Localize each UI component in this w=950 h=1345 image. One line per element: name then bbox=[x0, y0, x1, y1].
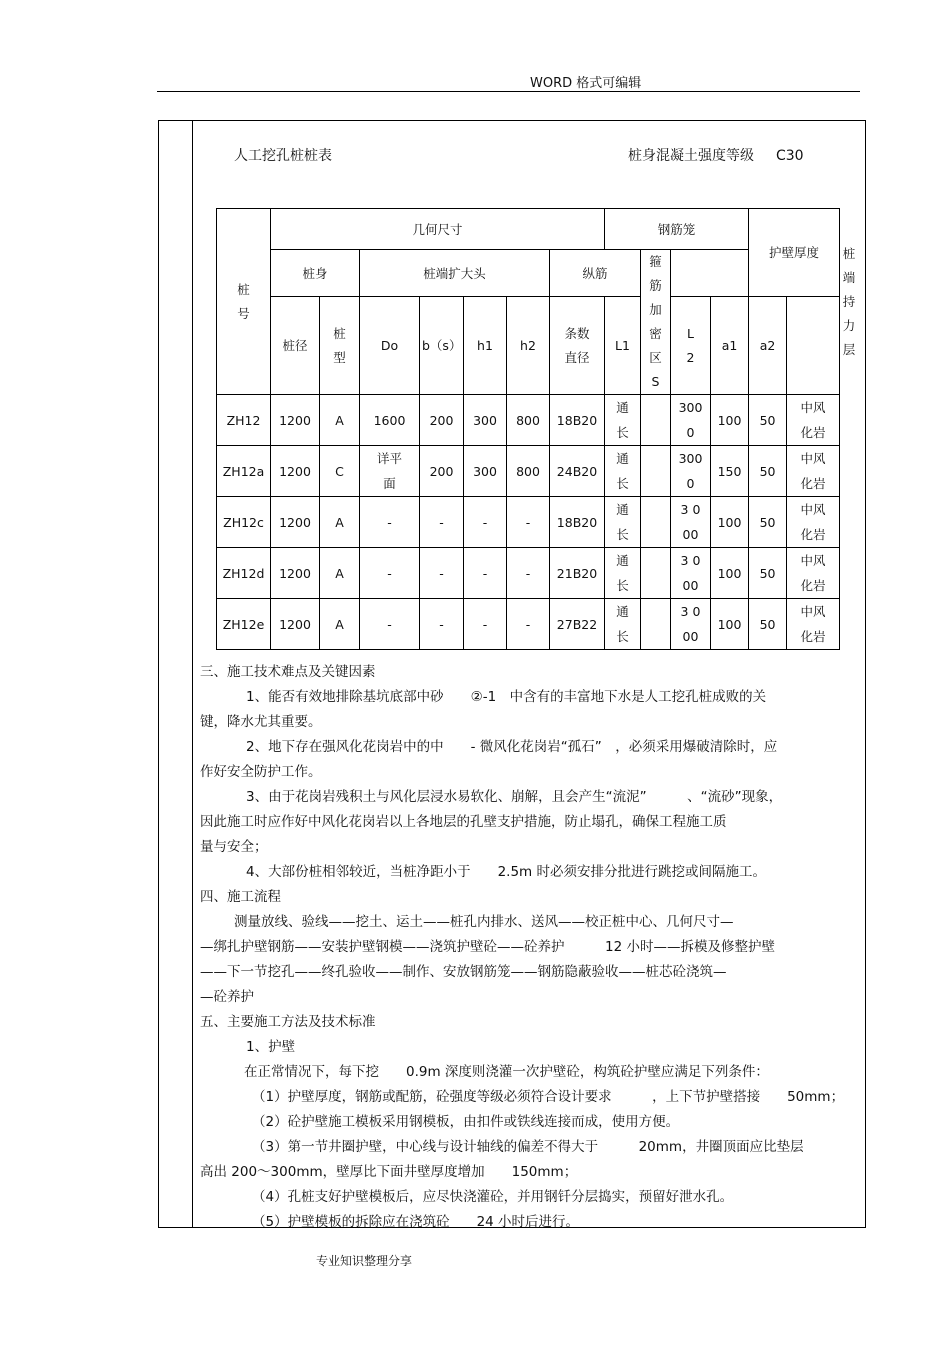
pile-table: 桩号 几何尺寸 钢筋笼 护壁厚度 桩端持力层 桩身 桩端扩大头 纵筋 箍筋加密区S 桩径 桩型 Do b（s） h1 h2 条数直径 L1 L2 a1 a2 ZH12 1200 A 1600 200 300 800 18B20 通长 3000 100 50 中风化岩 ZH12a 1200 C 详平面 200 300 800 24B20 通长 3000 150 50 中风化岩 ZH12c 1200 A - - - - 18B20 通长 3 0 00 100 50 中风化岩 ZH12d 1200 A - - - - 21B20 通长 3 0 00 100 50 中风化岩 ZH12e 1200 A - - - - 27B22 通长 3 0 00 100 50 中风化岩 bbox=[216, 208, 840, 650]
page-header: WORD 格式可编辑 bbox=[530, 76, 642, 91]
paragraph: 4、大部份桩相邻较近，当桩净距小于 2.5m 时必须安排分批进行跳挖或间隔施工。 bbox=[246, 864, 766, 880]
a1-header: a1 bbox=[711, 297, 749, 395]
a2-header: a2 bbox=[749, 297, 787, 395]
construction-notes bbox=[200, 660, 856, 1235]
concrete-grade-label bbox=[628, 145, 804, 165]
h2-header: h2 bbox=[507, 297, 550, 395]
h1-header: h1 bbox=[464, 297, 507, 395]
pile-type-header: 桩型 bbox=[320, 297, 360, 395]
table-row: ZH12d 1200 A - - - - 21B20 通长 3 0 00 100 50 中风化岩 bbox=[217, 548, 840, 599]
page-footer: 专业知识整理分享 bbox=[316, 1254, 413, 1268]
paragraph: （2）砼护壁施工模板采用钢模板，由扣件或铁线连接而成，使用方便。 bbox=[252, 1114, 680, 1130]
paragraph: —绑扎护壁钢筋——安装护壁钢模——浇筑护壁砼——砼养护 12 小时——拆模及修整护壁 bbox=[200, 939, 775, 955]
frame-divider bbox=[192, 120, 193, 1228]
paragraph: 3、由于花岗岩残积土与风化层浸水易软化、崩解，且会产生“流泥” 、“流砂”现象， bbox=[246, 789, 783, 805]
paragraph: （3）第一节井圈护壁，中心线与设计轴线的偏差不得大于 20mm，井圈顶面应比垫层 bbox=[252, 1139, 804, 1155]
paragraph: 高出 200～300mm，壁厚比下面井壁厚度增加 150mm； bbox=[200, 1164, 578, 1180]
diameter-header: 桩径 bbox=[271, 297, 320, 395]
paragraph: —砼养护 bbox=[200, 989, 254, 1005]
longitudinal-bar-header: 纵筋 bbox=[550, 250, 641, 297]
section-heading-3: 三、施工技术难点及关键因素 bbox=[200, 664, 376, 680]
table-row: ZH12c 1200 A - - - - 18B20 通长 3 0 00 100 50 中风化岩 bbox=[217, 497, 840, 548]
header-rule bbox=[157, 91, 860, 92]
paragraph: （4）孔桩支好护壁模板后，应尽快浇灌砼，并用钢钎分层捣实，预留好泄水孔。 bbox=[252, 1189, 734, 1205]
concrete-grade-value: C30 bbox=[776, 148, 804, 164]
paragraph: 测量放线、验线——挖土、运土——桩孔内排水、送风——校正桩中心、几何尺寸— bbox=[234, 914, 734, 930]
paragraph: 键，降水尤其重要。 bbox=[200, 714, 322, 730]
stirrup-header: 箍筋加密区S bbox=[641, 250, 671, 395]
concrete-grade-text: 桩身混凝土强度等级 bbox=[628, 148, 754, 164]
paragraph: 在正常情况下，每下挖 0.9m 深度则浇灌一次护壁砼，构筑砼护壁应满足下列条件： bbox=[244, 1064, 769, 1080]
paragraph: （5）护壁模板的拆除应在浇筑砼 24 小时后进行。 bbox=[252, 1214, 580, 1230]
section-heading-5: 五、主要施工方法及技术标准 bbox=[200, 1014, 376, 1030]
section-heading-4: 四、施工流程 bbox=[200, 889, 281, 905]
paragraph: ——下一节挖孔——终孔验收——制作、安放钢筋笼——钢筋隐蔽验收——桩芯砼浇筑— bbox=[200, 964, 727, 980]
bs-header: b（s） bbox=[420, 297, 464, 395]
table-row: ZH12a 1200 C 详平面 200 300 800 24B20 通长 3000 150 50 中风化岩 bbox=[217, 446, 840, 497]
paragraph: 因此施工时应作好中风化花岗岩以上各地层的孔壁支护措施，防止塌孔，确保工程施工质 bbox=[200, 814, 727, 830]
paragraph: 1、能否有效地排除基坑底部中砂 ②-1 中含有的丰富地下水是人工挖孔桩成败的关 bbox=[246, 689, 767, 705]
paragraph: 量与安全； bbox=[200, 839, 268, 855]
pile-body-header: 桩身 bbox=[271, 250, 360, 297]
do-header: Do bbox=[360, 297, 420, 395]
cage-header: 钢筋笼 bbox=[605, 209, 749, 250]
wall-thickness-header: 护壁厚度 bbox=[749, 209, 840, 297]
l2-header: L2 bbox=[671, 297, 711, 395]
bar-count-header: 条数直径 bbox=[550, 297, 605, 395]
pile-no-header: 桩号 bbox=[217, 209, 271, 395]
table-row: ZH12e 1200 A - - - - 27B22 通长 3 0 00 100 50 中风化岩 bbox=[217, 599, 840, 650]
enlarged-end-header: 桩端扩大头 bbox=[360, 250, 550, 297]
subheading: 1、护壁 bbox=[246, 1039, 296, 1055]
l1-header: L1 bbox=[605, 297, 641, 395]
paragraph: 作好安全防护工作。 bbox=[200, 764, 322, 780]
paragraph: （1）护壁厚度，钢筋或配筋，砼强度等级必须符合设计要求 ，上下节护壁搭接 50mm； bbox=[252, 1089, 845, 1105]
geometry-header: 几何尺寸 bbox=[271, 209, 605, 250]
paragraph: 2、地下存在强风化花岗岩中的中 - 微风化花岗岩“孤石” ，必须采用爆破清除时，应 bbox=[246, 739, 778, 755]
table-row: ZH12 1200 A 1600 200 300 800 18B20 通长 3000 100 50 中风化岩 bbox=[217, 395, 840, 446]
table-title: 人工挖孔桩桩表 bbox=[234, 148, 332, 164]
